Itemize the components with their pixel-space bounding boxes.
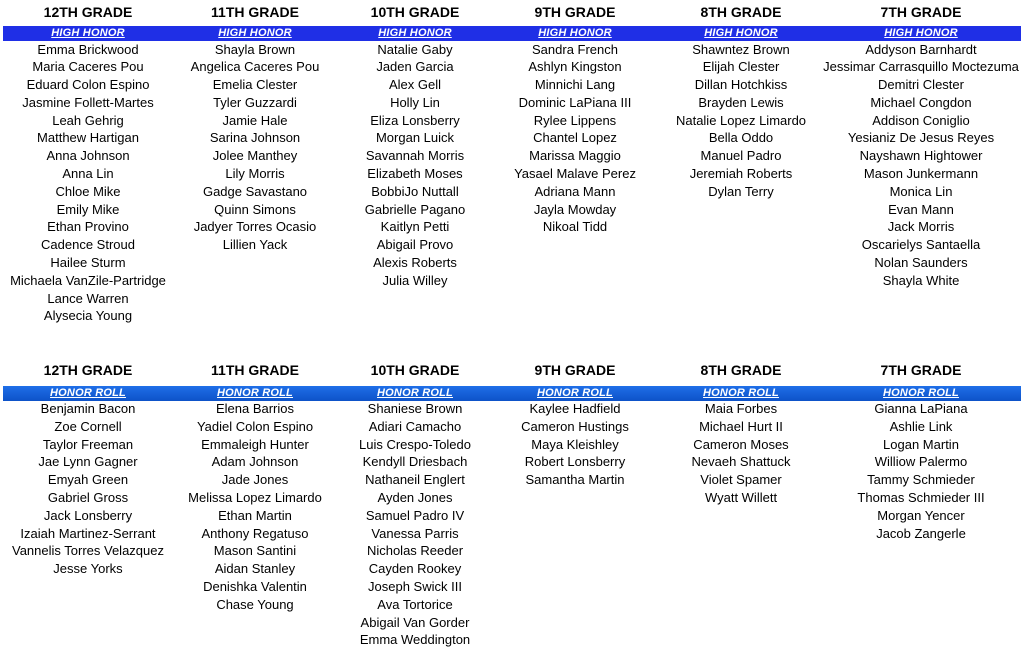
student-name: Kaitlyn Petti	[380, 219, 450, 235]
student-name: Jesse Yorks	[53, 561, 123, 577]
honor-label: HIGH HONOR	[704, 27, 778, 39]
student-name: Sarina Johnson	[209, 130, 301, 146]
student-list	[191, 41, 320, 255]
student-name: Elizabeth Moses	[367, 166, 463, 182]
student-name: Chase Young	[216, 596, 294, 612]
student-name: Vannelis Torres Velazquez	[11, 543, 165, 559]
student-name: Cameron Moses	[693, 436, 789, 452]
student-name: Monica Lin	[889, 183, 953, 199]
student-name: Jeremiah Roberts	[689, 166, 793, 182]
student-name: Eduard Colon Espino	[26, 77, 150, 93]
grade-header-row	[0, 358, 1024, 382]
student-name: Brayden Lewis	[698, 94, 784, 110]
honor-label: HONOR ROLL	[50, 387, 126, 399]
student-name: Jasmine Follett-Martes	[22, 94, 154, 110]
student-name: Angelica Caceres Pou	[190, 59, 320, 75]
student-name: Holly Lin	[390, 94, 440, 110]
student-name: Yadiel Colon Espino	[196, 418, 314, 434]
student-name: Wyatt Willett	[704, 489, 778, 505]
student-name: Nikoal Tidd	[542, 219, 608, 235]
grade-heading: 9TH GRADE	[534, 362, 616, 378]
grade-heading: 8TH GRADE	[700, 4, 782, 20]
student-name: Emmaleigh Hunter	[201, 436, 309, 452]
student-name: Leah Gehrig	[52, 112, 124, 128]
student-name: Morgan Luick	[375, 130, 455, 146]
student-name: Shawntez Brown	[692, 41, 790, 57]
student-list	[365, 41, 465, 290]
student-name: Ashlyn Kingston	[528, 59, 622, 75]
student-name: Jolee Manthey	[212, 148, 298, 164]
student-name: Savannah Morris	[365, 148, 465, 164]
student-name: Maia Forbes	[704, 401, 778, 416]
student-name: Emyah Green	[47, 472, 129, 488]
grade-heading: 10TH GRADE	[370, 362, 460, 378]
student-name: Jaden Garcia	[376, 59, 454, 75]
student-name: Mason Junkermann	[863, 166, 979, 182]
grade-heading: 8TH GRADE	[700, 362, 782, 378]
student-name: Nicholas Reeder	[366, 543, 464, 559]
student-name: Addyson Barnhardt	[865, 41, 977, 57]
student-name: Ashlie Link	[889, 418, 953, 434]
student-name: Elijah Clester	[702, 59, 780, 75]
student-name: Shaniese Brown	[367, 401, 463, 416]
honor-band	[0, 26, 1024, 41]
student-name: Denishka Valentin	[203, 578, 307, 594]
student-name: Emily Mike	[56, 201, 120, 217]
honor-label: HONOR ROLL	[537, 387, 613, 399]
student-name: Manuel Padro	[700, 148, 782, 164]
student-name: Zoe Cornell	[54, 418, 122, 434]
student-name: Chantel Lopez	[533, 130, 617, 146]
student-name: Joseph Swick III	[368, 578, 462, 594]
student-list	[359, 400, 471, 649]
student-name: Bella Oddo	[708, 130, 774, 146]
grade-heading: 11TH GRADE	[211, 362, 299, 378]
student-name: Yasael Malave Perez	[514, 166, 636, 182]
honor-label: HIGH HONOR	[378, 27, 452, 39]
honor-label: HIGH HONOR	[538, 27, 612, 39]
student-list	[691, 400, 790, 507]
student-name: Williow Palermo	[874, 454, 968, 470]
student-name: Nathaneil Englert	[365, 472, 465, 488]
student-list	[10, 41, 166, 326]
student-name: Shayla Brown	[214, 41, 296, 57]
student-name: Minnichi Lang	[534, 77, 616, 93]
student-name: Addison Coniglio	[872, 112, 970, 128]
student-name: Julia Willey	[382, 272, 448, 288]
honor-label: HIGH HONOR	[218, 27, 292, 39]
student-name: Gabrielle Pagano	[364, 201, 466, 217]
student-name: Nolan Saunders	[874, 255, 968, 271]
student-list	[823, 41, 1019, 290]
student-name: Anna Lin	[62, 166, 114, 182]
student-name: Abigail Van Gorder	[360, 614, 470, 630]
student-list	[514, 41, 636, 237]
student-name: Gadge Savastano	[202, 183, 308, 199]
student-name: Lily Morris	[225, 166, 285, 182]
student-name: Natalie Lopez Limardo	[675, 112, 807, 128]
student-name: Natalie Gaby	[377, 41, 453, 57]
student-name: Jacob Zangerle	[876, 525, 966, 541]
student-name: Jade Jones	[221, 472, 289, 488]
student-list	[676, 41, 806, 201]
honor-roll-section	[0, 358, 1024, 648]
student-name: Aidan Stanley	[214, 561, 296, 577]
student-name: Michael Congdon	[870, 94, 972, 110]
student-name: Mason Santini	[213, 543, 297, 559]
high-honor-section	[0, 0, 1024, 324]
honor-label: HIGH HONOR	[884, 27, 958, 39]
student-name: Tyler Guzzardi	[213, 94, 297, 110]
student-name: Oscarielys Santaella	[861, 237, 981, 253]
student-name: Izaiah Martinez-Serrant	[20, 525, 156, 541]
grade-header-row	[0, 0, 1024, 24]
student-name: Vanessa Parris	[371, 525, 459, 541]
student-name: Evan Mann	[888, 201, 954, 217]
student-name: Ethan Martin	[218, 507, 292, 523]
student-name: Ava Tortorice	[377, 596, 453, 612]
student-name: Samantha Martin	[525, 472, 625, 488]
student-name: BobbiJo Nuttall	[371, 183, 459, 199]
student-name: Adriana Mann	[534, 183, 616, 199]
student-name: Tammy Schmieder	[867, 472, 975, 488]
student-name: Gianna LaPiana	[874, 401, 968, 416]
student-name: Maya Kleishley	[531, 436, 619, 452]
student-name: Dillan Hotchkiss	[694, 77, 788, 93]
student-name: Maria Caceres Pou	[32, 59, 144, 75]
student-name: Violet Spamer	[700, 472, 782, 488]
student-name: Dominic LaPiana III	[518, 94, 632, 110]
student-name: Kendyll Driesbach	[362, 454, 468, 470]
student-name: Melissa Lopez Limardo	[188, 489, 322, 505]
student-name: Alex Gell	[388, 77, 442, 93]
student-name: Jayla Mowday	[533, 201, 617, 217]
student-name: Matthew Hartigan	[37, 130, 139, 146]
student-name: Chloe Mike	[55, 183, 121, 199]
student-name: Alysecia Young	[43, 308, 133, 324]
student-name: Abigail Provo	[376, 237, 454, 253]
honor-label: HONOR ROLL	[217, 387, 293, 399]
student-list	[188, 400, 322, 614]
grade-heading: 7TH GRADE	[880, 4, 962, 20]
student-name: Jessimar Carrasquillo Moctezuma	[823, 59, 1019, 75]
student-name: Benjamin Bacon	[40, 401, 136, 416]
student-name: Emma Brickwood	[37, 41, 139, 57]
honor-label: HONOR ROLL	[377, 387, 453, 399]
student-name: Kaylee Hadfield	[529, 401, 621, 416]
student-name: Nevaeh Shattuck	[691, 454, 791, 470]
student-name: Cameron Hustings	[521, 418, 629, 434]
student-name: Ayden Jones	[377, 489, 453, 505]
student-name: Adiari Camacho	[368, 418, 462, 434]
student-name: Anna Johnson	[46, 148, 130, 164]
student-name: Lance Warren	[47, 290, 129, 306]
student-list	[857, 400, 984, 542]
grade-heading: 9TH GRADE	[534, 4, 616, 20]
student-name: Morgan Yencer	[877, 507, 965, 523]
student-name: Emma Weddington	[359, 632, 471, 648]
student-name: Alexis Roberts	[373, 255, 457, 271]
student-name: Cayden Rookey	[368, 561, 462, 577]
grade-heading: 11TH GRADE	[211, 4, 299, 20]
grade-heading: 7TH GRADE	[880, 362, 962, 378]
student-name: Shayla White	[882, 272, 960, 288]
student-name: Robert Lonsberry	[524, 454, 626, 470]
student-name: Quinn Simons	[214, 201, 296, 217]
student-name: Rylee Lippens	[533, 112, 617, 128]
honor-band	[0, 386, 1024, 401]
student-name: Elena Barrios	[215, 401, 295, 416]
student-name: Cadence Stroud	[41, 237, 135, 253]
student-name: Nayshawn Hightower	[859, 148, 983, 164]
student-name: Dylan Terry	[708, 183, 774, 199]
student-name: Ethan Provino	[47, 219, 129, 235]
student-name: Jack Lonsberry	[43, 507, 133, 523]
grade-heading: 12TH GRADE	[43, 362, 133, 378]
student-name: Emelia Clester	[212, 77, 298, 93]
student-name: Jae Lynn Gagner	[38, 454, 138, 470]
grade-heading: 10TH GRADE	[370, 4, 460, 20]
student-name: Lillien Yack	[222, 237, 288, 253]
student-name: Sandra French	[532, 41, 618, 57]
honor-label: HONOR ROLL	[703, 387, 779, 399]
student-name: Demitri Clester	[878, 77, 964, 93]
student-name: Jack Morris	[887, 219, 955, 235]
student-name: Michael Hurt II	[699, 418, 783, 434]
student-name: Taylor Freeman	[42, 436, 134, 452]
student-name: Marissa Maggio	[529, 148, 621, 164]
student-name: Jamie Hale	[222, 112, 288, 128]
honor-label: HONOR ROLL	[883, 387, 959, 399]
student-name: Gabriel Gross	[47, 489, 129, 505]
student-name: Luis Crespo-Toledo	[358, 436, 472, 452]
student-name: Anthony Regatuso	[201, 525, 309, 541]
student-name: Hailee Sturm	[50, 255, 126, 271]
student-name: Eliza Lonsberry	[370, 112, 460, 128]
student-list	[521, 400, 629, 489]
student-name: Logan Martin	[883, 436, 959, 452]
grade-heading: 12TH GRADE	[43, 4, 133, 20]
student-name: Michaela VanZile-Partridge	[10, 272, 166, 288]
student-name: Samuel Padro IV	[365, 507, 465, 523]
student-name: Yesianiz De Jesus Reyes	[847, 130, 995, 146]
student-list	[12, 400, 164, 578]
student-name: Adam Johnson	[211, 454, 299, 470]
student-name: Thomas Schmieder III	[857, 489, 985, 505]
student-name: Jadyer Torres Ocasio	[193, 219, 317, 235]
honor-label: HIGH HONOR	[51, 27, 125, 39]
